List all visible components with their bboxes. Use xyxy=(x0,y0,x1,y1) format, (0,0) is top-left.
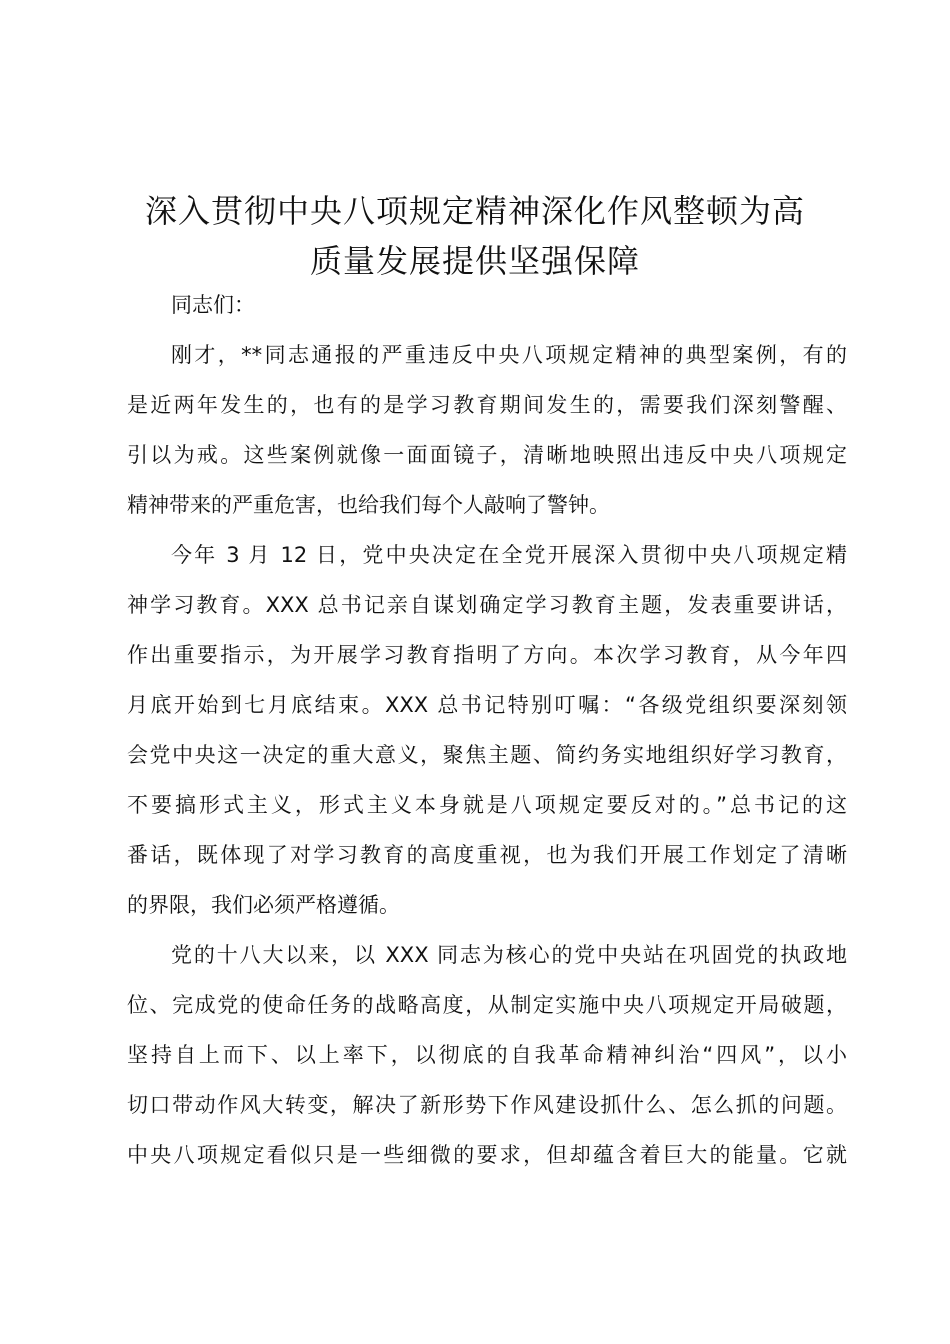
text-line: 中央八项规定看似只是一些细微的要求，但却蕴含着巨大的能量。它就 xyxy=(127,1143,847,1167)
text-line: 月底开始到七月底结束。XXX 总书记特别叮嘱：“各级党组织要深刻领 xyxy=(127,693,847,717)
text-line: 刚才，**同志通报的严重违反中央八项规定精神的典型案例，有的 xyxy=(171,343,847,367)
paragraph xyxy=(127,330,847,530)
paragraph xyxy=(127,530,847,930)
text-line: 不要搞形式主义，形式主义本身就是八项规定要反对的。”总书记的这 xyxy=(127,793,847,817)
salutation: 同志们： xyxy=(171,293,255,317)
text-line: 位、完成党的使命任务的战略高度，从制定实施中央八项规定开局破题， xyxy=(127,993,847,1017)
title-line: 质量发展提供坚强保障 xyxy=(309,242,640,280)
text-line: 是近两年发生的，也有的是学习教育期间发生的，需要我们深刻警醒、 xyxy=(127,393,847,417)
text-line: 坚持自上而下、以上率下，以彻底的自我革命精神纠治“四风”，以小 xyxy=(127,1043,847,1067)
text-line: 切口带动作风大转变，解决了新形势下作风建设抓什么、怎么抓的问题。 xyxy=(127,1093,847,1117)
text-line: 神学习教育。XXX 总书记亲自谋划确定学习教育主题，发表重要讲话， xyxy=(127,593,847,617)
paragraph xyxy=(127,930,847,1180)
text-line: 党的十八大以来，以 XXX 同志为核心的党中央站在巩固党的执政地 xyxy=(171,943,847,967)
text-line: 引以为戒。这些案例就像一面面镜子，清晰地映照出违反中央八项规定 xyxy=(127,443,847,467)
text-line: 精神带来的严重危害，也给我们每个人敲响了警钟。 xyxy=(127,493,610,517)
title-line: 深入贯彻中央八项规定精神深化作风整顿为高 xyxy=(144,192,805,230)
text-line: 番话，既体现了对学习教育的高度重视，也为我们开展工作划定了清晰 xyxy=(127,843,847,867)
text-line: 会党中央这一决定的重大意义，聚焦主题、简约务实地组织好学习教育， xyxy=(127,743,847,767)
text-line: 作出重要指示，为开展学习教育指明了方向。本次学习教育，从今年四 xyxy=(127,643,847,667)
document-title xyxy=(100,186,850,286)
text-line: 今年 3 月 12 日，党中央决定在全党开展深入贯彻中央八项规定精 xyxy=(171,543,847,567)
document-body xyxy=(127,280,847,1180)
text-line: 的界限，我们必须严格遵循。 xyxy=(127,893,400,917)
